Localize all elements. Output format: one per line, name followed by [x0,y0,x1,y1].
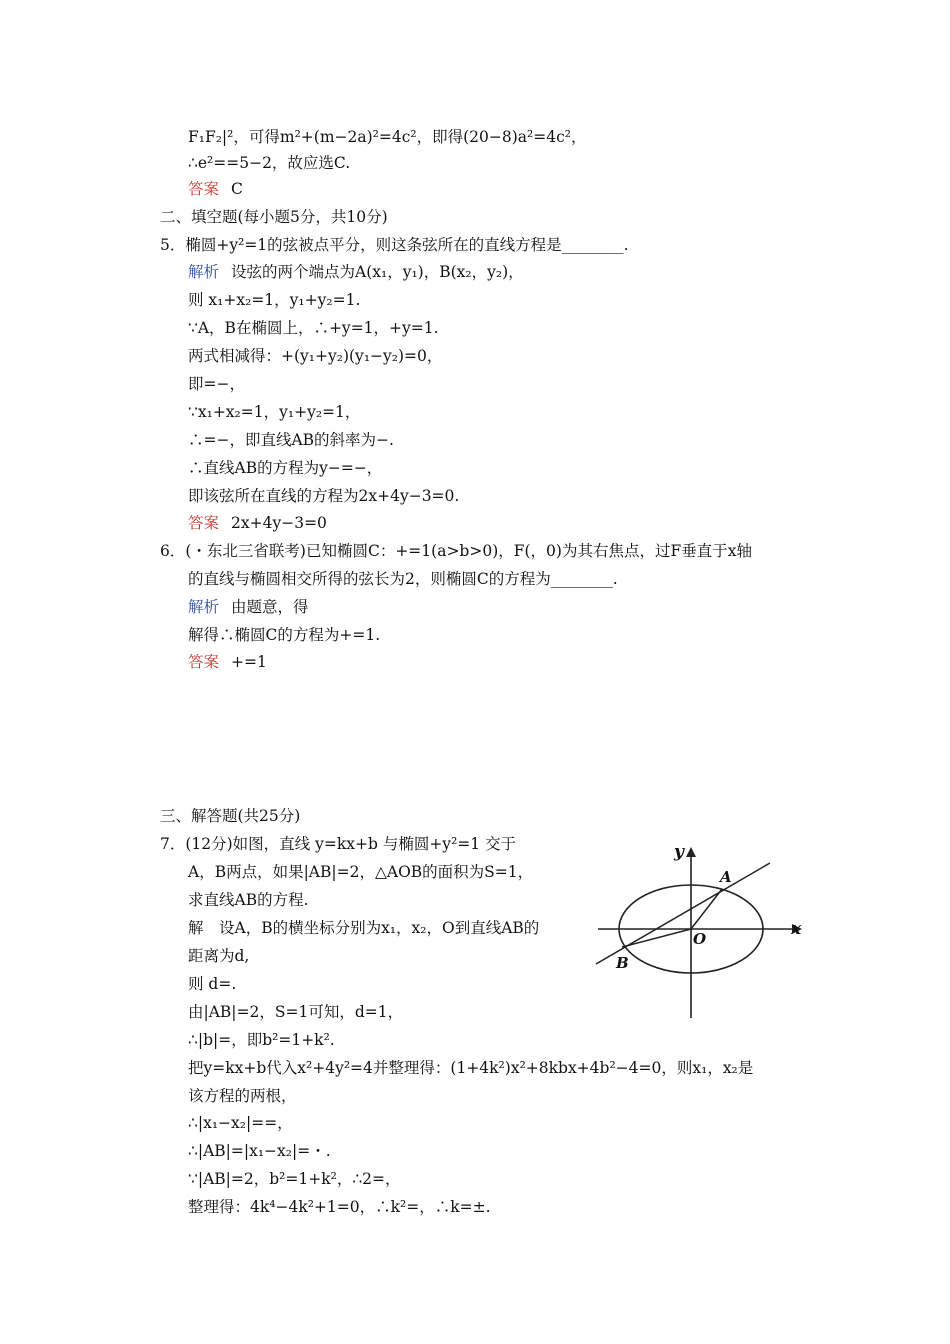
question-5: 5．椭圆+y²=1的弦被点平分，则这条弦所在的直线方程是________. [160,236,629,254]
analysis-text: 由题意，得 [231,598,309,616]
text-line: ∴|x₁−x₂|==， [188,1114,293,1132]
origin-label: O [693,930,707,948]
answer-label: 答案 [188,514,220,532]
axis-label-x: x [791,919,802,939]
text-line: 即该弦所在直线的方程为2x+4y−3=0. [188,487,460,505]
text-line: 由|AB|=2，S=1可知，d=1， [188,1003,404,1021]
text-line: ∵|AB|=2，b²=1+k²，∴2=， [188,1170,401,1188]
question-6: 6．(・东北三省联考)已知椭圆C：+=1(a>b>0)，F(，0)为其右焦点，过F垂直于x轴 [160,542,752,560]
analysis-label: 解析 [188,598,220,616]
axis-label-y: y [674,842,684,862]
answer-line [188,652,267,672]
text-line: 解得∴椭圆C的方程为+=1. [188,626,381,644]
analysis-line [188,262,524,282]
text-line: 两式相减得：+(y₁+y₂)(y₁−y₂)=0， [188,347,443,365]
question-7: 7．(12分)如图，直线 y=kx+b 与椭圆+y²=1 交于 [160,835,517,853]
answer-text: 2x+4y−3=0 [231,514,327,532]
line-ab [596,863,770,964]
analysis-text: 设弦的两个端点为A(x₁，y₁)，B(x₂，y₂)， [231,263,524,281]
answer-text: +=1 [231,653,267,671]
text-line: 整理得：4k⁴−4k²+1=0，∴k²=，∴k=±. [188,1198,491,1216]
text-line: 的直线与椭圆相交所得的弦长为2，则椭圆C的方程为________. [188,570,618,588]
text-line: ∴=−，即直线AB的斜率为−. [188,431,394,449]
point-label-a: A [720,868,732,886]
point-label-b: B [616,954,629,972]
segment-ob [622,929,691,947]
answer-label: 答案 [188,180,220,198]
text-line: 则 d=. [188,975,237,993]
segment-oa [691,889,722,929]
text-line: A，B两点，如果|AB|=2，△AOB的面积为S=1， [188,863,534,881]
text-line: F₁F₂|²，可得m²+(m−2a)²=4c²，即得(20−8)a²=4c²， [188,128,587,146]
answer-line [188,513,327,533]
answer-label: 答案 [188,653,220,671]
text-line: 该方程的两根， [188,1087,297,1105]
answer-line [188,179,243,199]
text-line: 即=−， [188,375,245,393]
analysis-line [188,597,309,617]
y-axis-arrow [686,847,696,857]
solution-line: 解 设A，B的横坐标分别为x₁，x₂，O到直线AB的 [188,919,540,937]
text-line: 把y=kx+b代入x²+4y²=4并整理得：(1+4k²)x²+8kbx+4b²−4=0，则x₁，x₂是 [188,1059,754,1077]
text-line: 求直线AB的方程. [188,891,309,909]
text-line: ∴|b|=，即b²=1+k². [188,1031,335,1049]
section-heading: 二、填空题(每小题5分，共10分) [160,208,388,226]
answer-text: C [231,180,243,198]
section-heading: 三、解答题(共25分) [160,807,301,825]
text-line: ∴e²==5−2，故应选C. [188,154,351,172]
text-line: 则 x₁+x₂=1，y₁+y₂=1. [188,291,361,309]
ellipse-figure [590,838,810,1022]
text-line: ∵A，B在椭圆上，∴+y=1，+y=1. [188,319,439,337]
text-line: ∴|AB|=|x₁−x₂|=・. [188,1142,331,1160]
analysis-label: 解析 [188,263,220,281]
text-line: 距离为d, [188,947,250,965]
text-line: ∵x₁+x₂=1，y₁+y₂=1， [188,403,361,421]
text-line: ∴直线AB的方程为y−=−， [188,459,383,477]
